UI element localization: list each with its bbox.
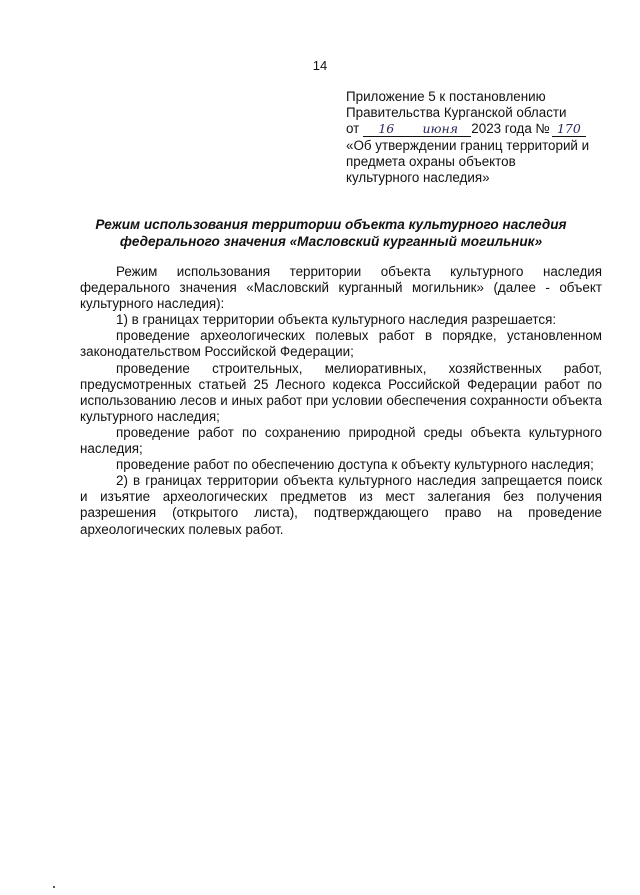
appendix-line-1: Приложение 5 к постановлению — [346, 89, 546, 104]
appendix-line-6: культурного наследия» — [346, 170, 490, 186]
appendix-line-2: Правительства Курганской области — [346, 105, 567, 121]
handwritten-number: 170 — [552, 122, 586, 137]
date-prefix: от — [346, 121, 360, 137]
paragraph-environment-works: проведение работ по сохранению природной среды объекта культурного наследия; — [80, 424, 602, 457]
appendix-date-line — [346, 121, 616, 137]
appendix-line-5: предмета охраны объектов — [346, 153, 516, 169]
document-title — [78, 216, 584, 250]
handwritten-day: 16 — [363, 122, 409, 137]
paragraph-prohibited: 2) в границах территории объекта культурного наследия запрещается поиск и изъятие археологических предметов из мест залегания без получения разрешения (открытого листа), подтверждающего право на проведение археологических полевых работ. — [80, 473, 602, 537]
paragraph-permitted-heading: 1) в границах территории объекта культурного наследия разрешается: — [116, 312, 557, 328]
title-line-2: федерального значения «Масловский курганный могильник» — [119, 234, 543, 249]
scan-dot — [53, 886, 55, 888]
paragraph-construction-works: проведение строительных, мелиоративных, хозяйственных работ, предусмотренных статьей 25 Лесного кодекса Российской Федерации работ по использованию лесов и иных работ при условии обеспечения сохранности объекта культурного наследия; — [80, 360, 602, 424]
appendix-header — [346, 89, 616, 186]
paragraph-archaeological-works: проведение археологических полевых работ в порядке, установленном законодательством Российской Федерации; — [80, 328, 602, 360]
handwritten-month: июня — [409, 122, 471, 137]
title-line-1: Режим использования территории объекта культурного наследия — [95, 217, 567, 232]
document-body — [80, 264, 602, 538]
date-year: 2023 года № — [471, 121, 550, 137]
page-number: 14 — [312, 58, 328, 73]
appendix-line-4: «Об утверждении границ территорий и — [346, 137, 590, 153]
paragraph-intro: Режим использования территории объекта культурного наследия федерального значения «Масловский курганный могильник» (далее - объект культурного наследия): — [80, 264, 602, 312]
paragraph-access-works: проведение работ по обеспечению доступа к объекту культурного наследия; — [116, 457, 594, 473]
